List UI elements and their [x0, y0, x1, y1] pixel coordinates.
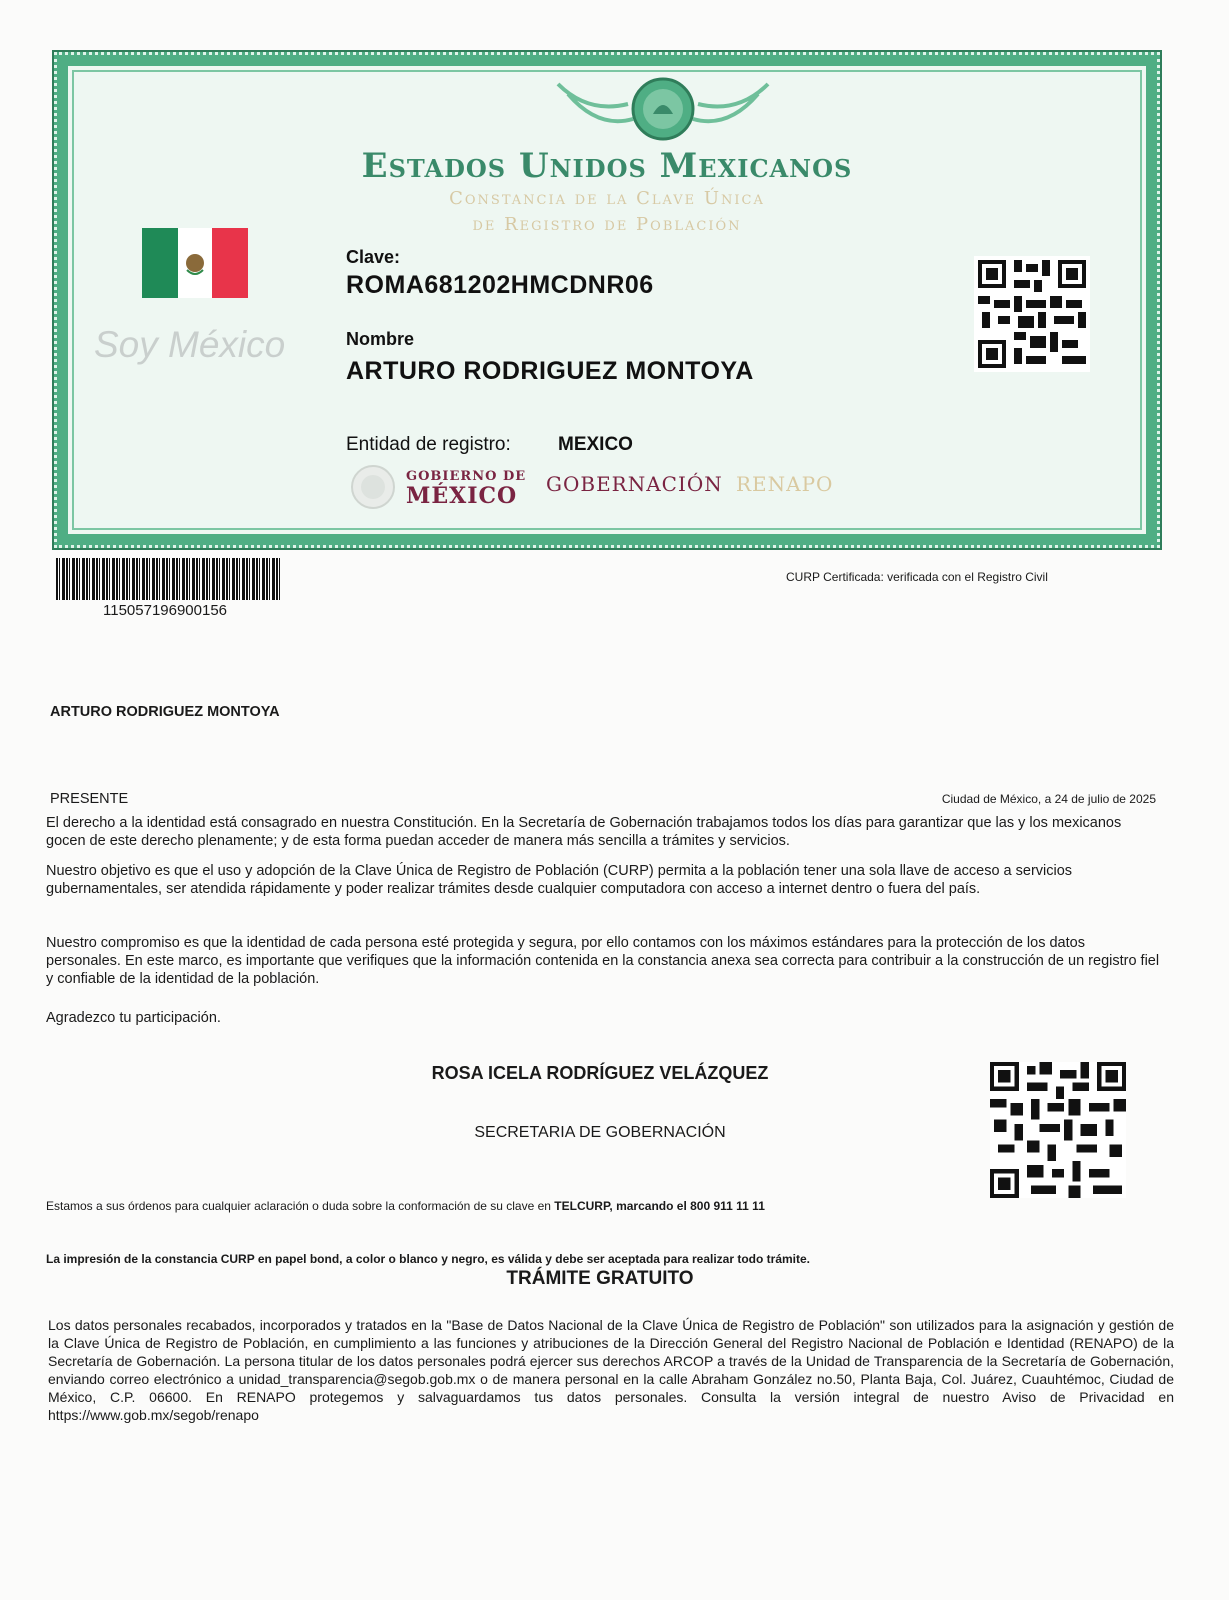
- mexico-flag-icon: [142, 228, 248, 298]
- free-notice: TRÁMITE GRATUITO: [506, 1268, 694, 1289]
- soy-mexico-watermark: Soy México: [94, 324, 286, 365]
- entidad-label: Entidad de registro:: [346, 434, 511, 455]
- renapo-logo: RENAPO: [736, 472, 834, 496]
- letter-presente: PRESENTE: [50, 791, 129, 807]
- letter-paragraph-2: Nuestro objetivo es que el uso y adopción de la Clave Única de Registro de Población (CURP) permita a la población tener una sola llave de acceso a servicios gubernamentales, ser atendida rápidamente y poder realizar trámites desde cualquier computadora con acceso a internet dentro o fuera del país.: [46, 863, 1073, 897]
- gobierno-logo-line1: GOBIERNO DE: [406, 469, 527, 484]
- barcode-number: 115057196900156: [103, 602, 228, 619]
- nombre-label: Nombre: [346, 329, 415, 349]
- curp-certificate: [52, 50, 1162, 550]
- gobernacion-logo: GOBERNACIÓN: [546, 472, 723, 496]
- signer-title: SECRETARIA DE GOBERNACIÓN: [474, 1124, 726, 1141]
- telcurp-note: [46, 1197, 1046, 1215]
- gobierno-logo-line2: MÉXICO: [406, 483, 518, 509]
- signer-name: ROSA ICELA RODRÍGUEZ VELÁZQUEZ: [431, 1063, 769, 1083]
- qr-code-icon: [974, 256, 1090, 372]
- certificate-subtitle-line2: de Registro de Población: [472, 214, 742, 235]
- clave-value: ROMA681202HMCDNR06: [346, 271, 654, 299]
- gobierno-seal-icon: [350, 464, 396, 510]
- letter-paragraph-1: El derecho a la identidad está consagrado en nuestra Constitución. En la Secretaría de Gobernación trabajamos todos los días para garantizar que las y los mexicanos gocen de este derecho plenamente; y de esta forma puedan acceder de manera más sencilla a trámites y servicios.: [46, 815, 1122, 849]
- entidad-value: MEXICO: [558, 434, 633, 455]
- certificate-subtitle-line1: Constancia de la Clave Única: [449, 188, 765, 209]
- barcode: [56, 558, 280, 600]
- certified-note: CURP Certificada: verificada con el Registro Civil: [786, 570, 1048, 584]
- telcurp-note-text: Estamos a sus órdenos para cualquier aclaración o duda sobre la conformación de su clave en: [46, 1199, 555, 1213]
- validity-note: La impresión de la constancia CURP en papel bond, a color o blanco y negro, es válida y debe ser aceptada para realizar todo trámite.: [46, 1252, 811, 1266]
- nombre-value: ARTURO RODRIGUEZ MONTOYA: [346, 357, 754, 385]
- national-crest-icon: [548, 74, 778, 144]
- privacy-notice: Los datos personales recabados, incorporados y tratados en la "Base de Datos Nacional de la Clave Única de Registro de Población" son utilizados para la asignación y gestión de la Clave Única de Registro de Población, en cumplimiento a las funciones y atribuciones de la Dirección General del Registro Nacional de Población e Identidad (RENAPO) de la Secretaría de Gobernación. La persona titular de los datos personales podrá ejercer sus derechos ARCOP a través de la Unidad de Transparencia de la Secretaría de Gobernación, enviando correo electrónico a unidad_transparencia@segob.gob.mx o de manera personal en la calle Abraham González no.50, Planta Baja, Col. Juárez, Cuauhtémoc, Ciudad de México, C.P. 06600. En RENAPO protegemos y salvaguardamos tus datos personales. Consulta la versión integral de nuestro Aviso de Privacidad en https://www.gob.mx/segob/renapo: [48, 1317, 1174, 1423]
- letter-closing: Agradezco tu participación.: [46, 1010, 221, 1026]
- telcurp-phone: TELCURP, marcando el 800 911 11 11: [554, 1199, 765, 1213]
- signature-qr-code-icon: [990, 1062, 1126, 1198]
- letter-recipient: ARTURO RODRIGUEZ MONTOYA: [50, 704, 280, 720]
- letter-place-date: Ciudad de México, a 24 de julio de 2025: [941, 792, 1156, 806]
- certificate-title: Estados Unidos Mexicanos: [361, 146, 853, 186]
- letter-paragraph-3: Nuestro compromiso es que la identidad de cada persona esté protegida y segura, por ello contamos con los máximos estándares para la protección de los datos personales. En este marco, es importante que verifiques que la información contenida en la constancia anexa sea correcta para contribuir a la construcción de un registro fiel y confiable de la identidad de la población.: [46, 935, 1160, 987]
- clave-label: Clave:: [346, 247, 401, 267]
